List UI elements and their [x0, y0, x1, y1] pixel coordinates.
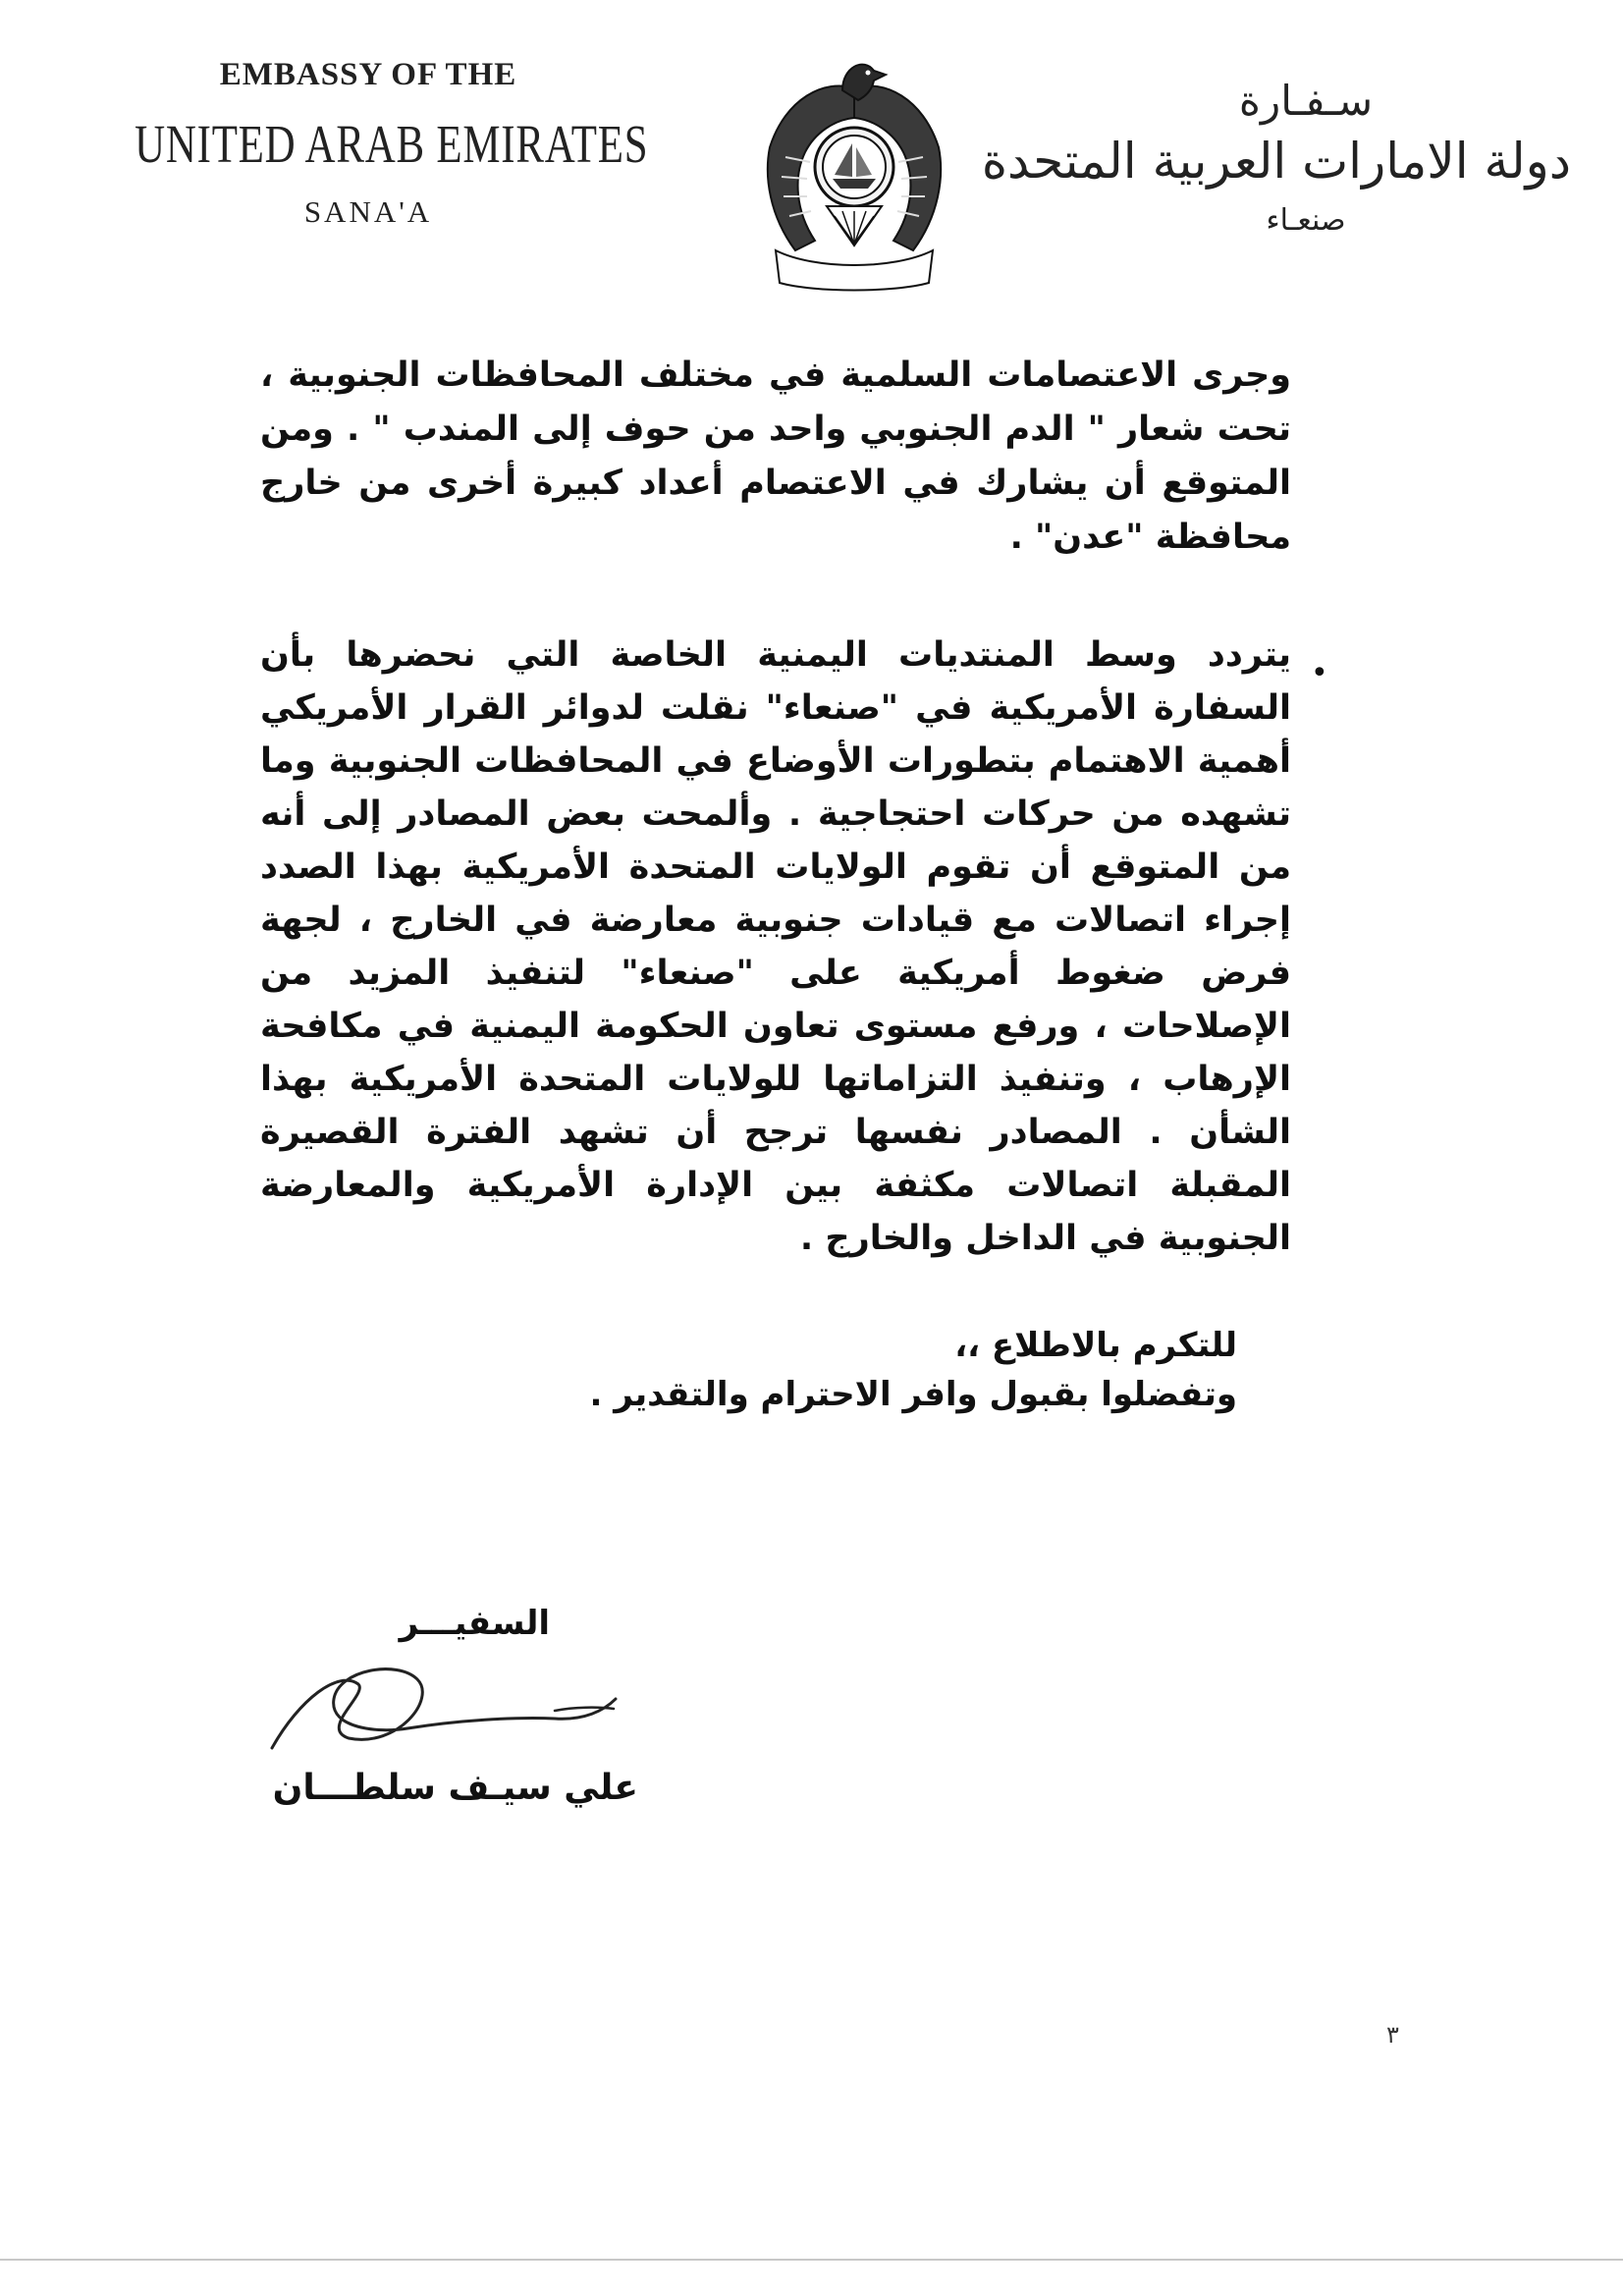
signatory-title: السفيـــر: [399, 1604, 550, 1643]
city-name-arabic: صنعـاء: [1266, 203, 1346, 238]
bullet-marker: •: [1311, 656, 1328, 690]
handwritten-signature: [260, 1640, 623, 1768]
closing-line-2: وتفضلوا بقبول وافر الاحترام والتقدير .: [589, 1375, 1237, 1414]
closing-block: [393, 1321, 1237, 1419]
arabic-letterhead: [981, 77, 1571, 238]
city-name-english: SANA'A: [303, 194, 433, 229]
closing-line-1: للتكرم بالاطلاع ،،: [954, 1326, 1237, 1365]
uae-falcon-emblem-icon: [756, 49, 952, 295]
country-name-english: UNITED ARAB EMIRATES: [135, 114, 649, 174]
signatory-name: علي سيـف سلطـــان: [272, 1768, 638, 1808]
scan-edge-divider: [0, 2259, 1623, 2261]
embassy-heading-arabic: سـفـارة: [1238, 77, 1374, 125]
english-letterhead: [69, 57, 668, 230]
paragraph-southern-sit-ins: وجرى الاعتصامات السلمية في مختلف المحافظات الجنوبية ، تحت شعار " الدم الجنوبي واحد من حوف إلى المندب " . ومن المتوقع أن يشارك في الاعتصام أعداد كبيرة أخرى من خارج محافظة "عدن" .: [260, 355, 1291, 557]
country-name-arabic: دولة الامارات العربية المتحدة: [981, 133, 1571, 190]
paragraph-us-embassy-contacts: يتردد وسط المنتديات اليمنية الخاصة التي نحضرها بأن السفارة الأمريكية في "صنعاء" نقلت لدوائر القرار الأمريكي أهمية الاهتمام بتطورات الأوضاع في المحافظات الجنوبية وما تشهده من حركات احتجاجية . وألمحت بعض المصادر إلى أنه من المتوقع أن تقوم الولايات المتحدة الأمريكية بهذا الصدد إجراء اتصالات مع قيادات جنوبية معارضة في الخارج ، لجهة فرض ضغوط أمريكية على "صنعاء" لتنفيذ المزيد من الإصلاحات ، ورفع مستوى تعاون الحكومة اليمنية في مكافحة الإرهاب ، وتنفيذ التزاماتها للولايات المتحدة الأمريكية بهذا الشأن . المصادر نفسها ترجح أن تشهد الفترة القصيرة المقبلة اتصالات مكثفة بين الإدارة الأمريكية والمعارضة الجنوبية في الداخل والخارج .: [260, 635, 1291, 1258]
embassy-heading: EMBASSY OF THE: [219, 57, 517, 92]
page-number: ٣: [1386, 2021, 1399, 2049]
